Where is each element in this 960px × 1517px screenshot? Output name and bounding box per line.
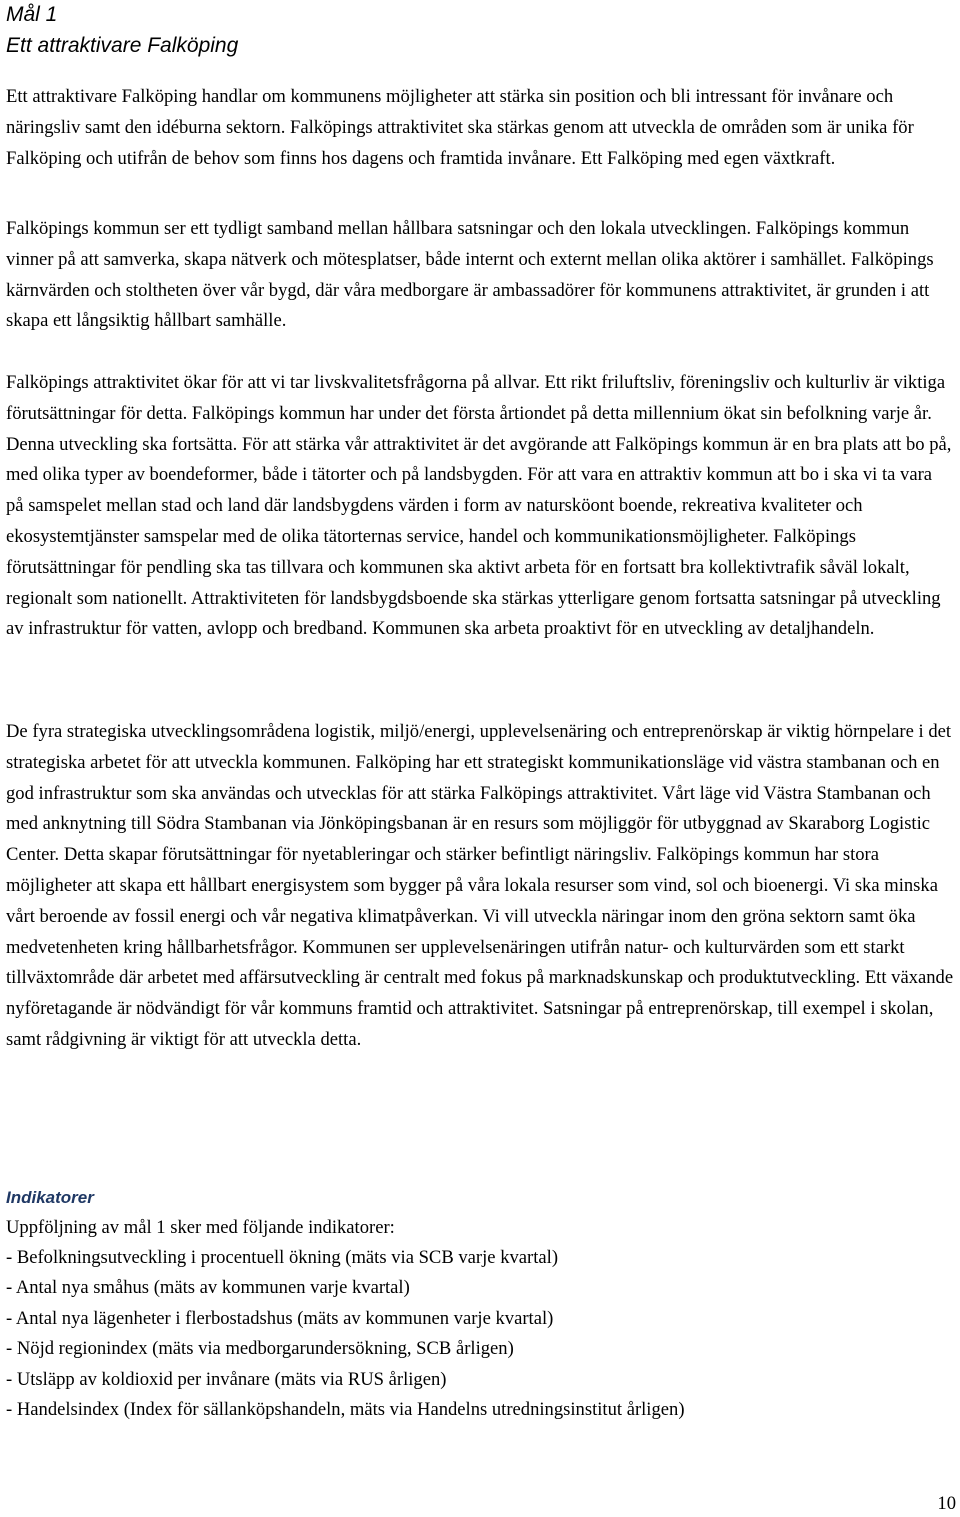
indicator-item: - Nöjd regionindex (mäts via medborgarundersökning, SCB årligen) bbox=[6, 1338, 514, 1360]
page-number: 10 bbox=[937, 1493, 956, 1514]
indicators-list bbox=[6, 1243, 685, 1425]
indicator-item: - Antal nya lägenheter i flerbostadshus (mäts av kommunen varje kvartal) bbox=[6, 1307, 554, 1329]
paragraph-quality-of-life: Falköpings attraktivitet ökar för att vi tar livskvalitetsfrågorna på allvar. Ett rikt friluftsliv, föreningsliv och kulturliv är viktiga förutsättningar för detta. Falköpings kommun har under det första årtiondet på detta millennium ökat sin befolkning varje år. Denna utveckling ska fortsätta. För att stärka vår attraktivitet är det avgörande att Falköpings kommun är en bra plats att bo på, med olika typer av boendeformer, både i tätorter och på landsbygden. För att vara en attraktiv kommun att bo i ska vi ta vara på samspelet mellan stad och land där landsbygdens värden i form av natursköont boende, rekreativa kvaliteter och ekosystemtjänster samspelar med de olika tätorternas service, handel och kommunikationsmöjligheter. Falköpings förutsättningar för pendling ska tas tillvara och kommunen ska aktivt arbeta för en fortsatt bra kollektivtrafik såväl lokalt, regionalt som nationellt. Attraktiviteten för landsbygdsboende ska stärkas ytterligare genom fortsatta satsningar på utveckling av infrastruktur för vatten, avlopp och bredband. Kommunen ska arbeta proaktivt för en utveckling av detaljhandeln. bbox=[6, 372, 952, 640]
indicator-item: - Befolkningsutveckling i procentuell ökning (mäts via SCB varje kvartal) bbox=[6, 1247, 559, 1268]
indicator-item: - Handelsindex (Index för sällanköpshandeln, mäts via Handelns utredningsinstitut årligen) bbox=[6, 1399, 685, 1421]
indicators-intro: Uppföljning av mål 1 sker med följande indikatorer: bbox=[6, 1217, 395, 1238]
indicator-item: - Utsläpp av koldioxid per invånare (mäts via RUS årligen) bbox=[6, 1368, 447, 1390]
indicator-item: - Antal nya småhus (mäts av kommunen varje kvartal) bbox=[6, 1277, 410, 1299]
goal-subtitle: Ett attraktivare Falköping bbox=[6, 34, 239, 57]
indicators-heading: Indikatorer bbox=[6, 1188, 94, 1207]
paragraph-intro: Ett attraktivare Falköping handlar om kommunens möjligheter att stärka sin position och bli intressant för invånare och näringsliv samt den idéburna sektorn. Falköpings attraktivitet ska stärkas genom att utveckla de områden som är unika för Falköping och utifrån de behov som finns hos dagens och framtida invånare. Ett Falköping med egen växtkraft. bbox=[6, 86, 914, 169]
goal-heading: Mål 1 bbox=[6, 3, 58, 26]
paragraph-collaboration: Falköpings kommun ser ett tydligt samband mellan hållbara satsningar och den lokala utvecklingen. Falköpings kommun vinner på att samverka, skapa nätverk och mötesplatser, både internt och externt mellan olika aktörer i samhället. Falköpings kärnvärden och stoltheten över vår bygd, där våra medborgare är ambassadörer för kommunens attraktivitet, är grunden i att skapa ett långsiktig hållbart samhälle. bbox=[6, 218, 934, 332]
paragraph-strategic-areas: De fyra strategiska utvecklingsområdena logistik, miljö/energi, upplevelsenäring och entreprenörskap är viktig hörnpelare i det strategiska arbetet för att utveckla kommunen. Falköping har ett strategiskt kommunikationsläge vid västra stambanan och en god infrastruktur som ska användas och utvecklas för att stärka Falköpings attraktivitet. Vårt läge vid Västra Stambanan och med anknytning till Södra Stambanan via Jönköpingsbanan är en resurs som möjliggör för utbyggnad av Skaraborg Logistic Center. Detta skapar förutsättningar för nyetableringar och stärker befintligt näringsliv. Falköpings kommun har stora möjligheter att skapa ett hållbart energisystem som bygger på våra lokala resurser som vind, sol och bioenergi. Vi ska minska vårt beroende av fossil energi och vår negativa klimatpåverkan. Vi vill utveckla näringar inom den gröna sektorn samt öka medvetenheten kring hållbarhetsfrågor. Kommunen ser upplevelsenäringen utifrån natur- och kulturvärden som ett starkt tillväxtområde där arbetet med affärsutveckling är centralt med fokus på marknadskunskap och produktutveckling. Ett växande nyföretagande är nödvändigt för vår kommuns framtid och attraktivitet. Satsningar på entreprenörskap, till exempel i skolan, samt rådgivning är viktigt för att utveckla detta. bbox=[6, 721, 954, 1050]
